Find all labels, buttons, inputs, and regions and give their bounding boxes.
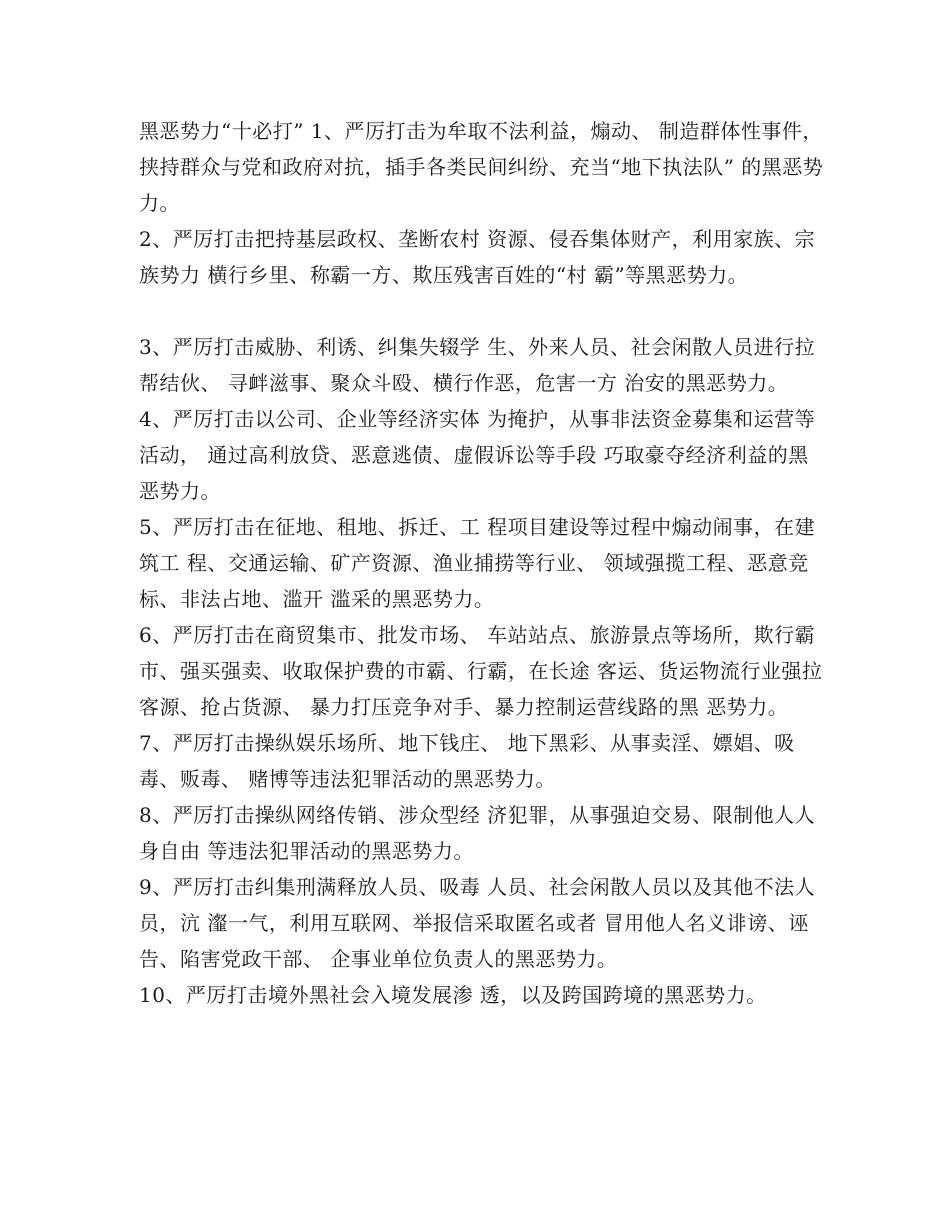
- paragraph-item-10: 10、严厉打击境外黑社会入境发展渗 透，以及跨国跨境的黑恶势力。: [139, 983, 767, 1007]
- paragraph-item-4: 4、严厉打击以公司、企业等经济实体 为掩护，从事非法资金募集和运营等活动， 通过高利放贷、恶意逃债、虚假诉讼等手段 巧取豪夺经济利益的黑恶势力。: [139, 407, 816, 503]
- paragraph-item-9: 9、严厉打击纠集刑满释放人员、吸毒 人员、社会闲散人员以及其他不法人员，沆 瀣一气，利用互联网、举报信采取匿名或者 冒用他人名义诽谤、诬告、陷害党政干部、 企事业单位负责人的黑恶势力。: [139, 875, 816, 971]
- paragraph-item-5: 5、严厉打击在征地、租地、拆迁、工 程项目建设等过程中煽动闹事，在建筑工 程、交通运输、矿产资源、渔业捕捞等行业、 领域强揽工程、恶意竞标、非法占地、滥开 滥采的黑恶势力。: [139, 515, 816, 611]
- paragraph-item-6: 6、严厉打击在商贸集市、批发市场、 车站站点、旅游景点等场所，欺行霸市、强买强卖、收取保护费的市霸、行霸，在长途 客运、货运物流行业强拉客源、抢占货源、 暴力打压竞争对手、暴力控制运营线路的黑 恶势力。: [139, 623, 823, 719]
- paragraph-intro-item-1: 黑恶势力“十必打” 1、严厉打击为牟取不法利益，煽动、 制造群体性事件，挟持群众与党和政府对抗，插手各类民间纠纷、充当“地下执法队” 的黑恶势力。: [139, 119, 824, 215]
- paragraph-item-2: 2、严厉打击把持基层政权、垄断农村 资源、侵吞集体财产，利用家族、宗族势力 横行乡里、称霸一方、欺压残害百姓的“村 霸”等黑恶势力。: [139, 227, 816, 287]
- paragraph-item-8: 8、严厉打击操纵网络传销、涉众型经 济犯罪，从事强迫交易、限制他人人身自由 等违法犯罪活动的黑恶势力。: [139, 803, 816, 863]
- document-body: [139, 113, 829, 1013]
- paragraph-item-7: 7、严厉打击操纵娱乐场所、地下钱庄、 地下黑彩、从事卖淫、嫖娼、吸毒、贩毒、 赌博等违法犯罪活动的黑恶势力。: [139, 731, 795, 791]
- paragraph-item-3: 3、严厉打击威胁、利诱、纠集失辍学 生、外来人员、社会闲散人员进行拉帮结伙、 寻衅滋事、聚众斗殴、横行作恶，危害一方 治安的黑恶势力。: [139, 335, 816, 395]
